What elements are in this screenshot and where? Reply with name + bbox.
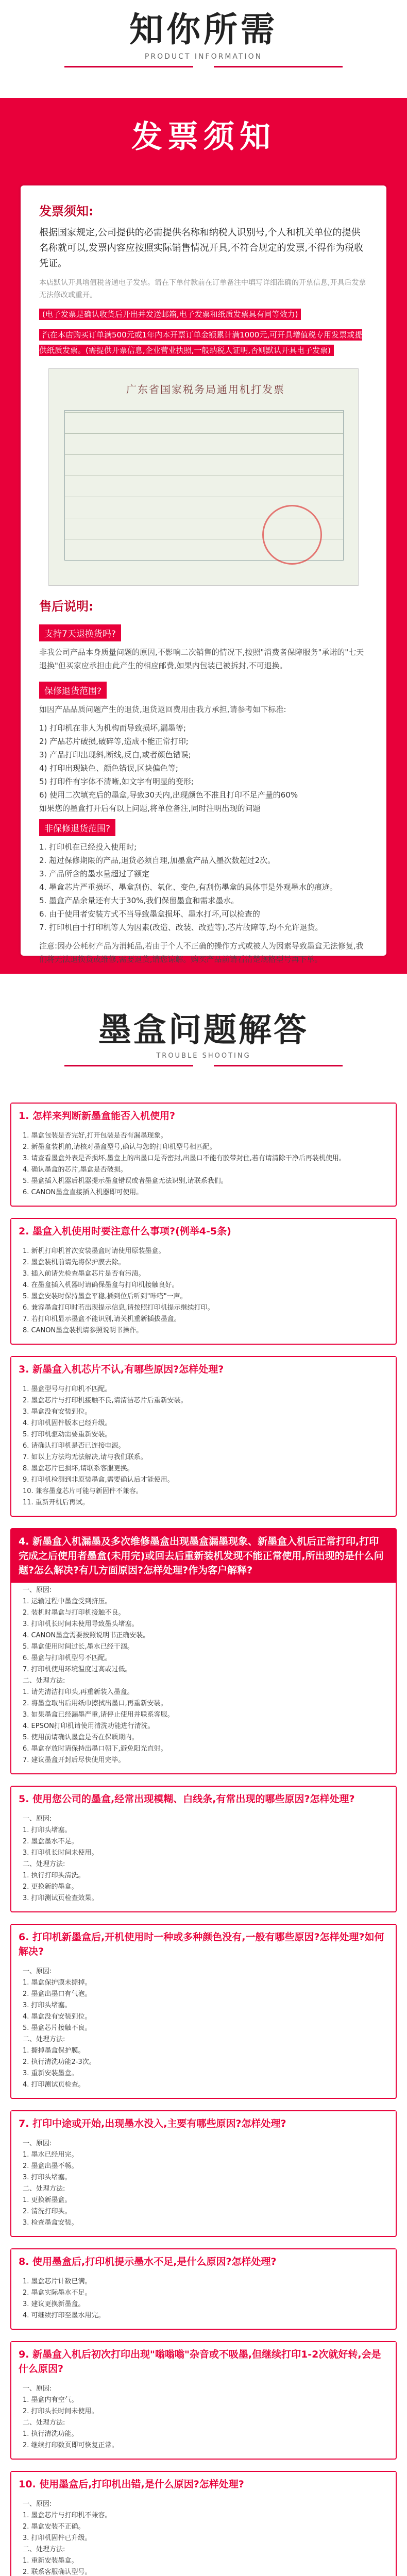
list-item: 3. 产品所含的墨水量超过了额定 [39,869,150,878]
header-trouble-shooting [0,1010,407,1066]
nonwarranty-list [39,840,368,934]
qa-item [10,2341,397,2460]
qa-answer-line: 一、原因: [23,2385,52,2393]
qa-answer-line: 2. 墨盒出墨不畅。 [23,2162,78,2170]
qa-answer-line: 1. 墨盒内有空气。 [23,2396,78,2404]
list-item: 5. 墨盒产品余量还有大于30%,我们保留墨盒和需求墨水。 [39,896,239,905]
qa-answer-line: 一、原因: [23,2500,52,2508]
qa-answer-line: 1. 运输过程中墨盒受到挤压。 [23,1598,112,1605]
qa-answer-line: 9. 打印机检测到非原装墨盒,需要确认后才能使用。 [23,1476,174,1484]
qa-answer-line: 7. 若打印机显示墨盒不能识别,请关机重新插拔墨盒。 [23,1315,181,1323]
qa-answer-line: 2. 执行清洗功能2-3次。 [23,2058,96,2066]
qa-answer-line: 3. 打印头堵塞。 [23,2174,72,2181]
qa-question: 1. 怎样来判断新墨盒能否入机使用? [11,1104,396,1128]
qa-list [10,1103,397,2576]
qa-answer-line: 1. 墨盒芯片与打印机不兼容。 [23,2512,112,2519]
page-title-1: 知你所需 [129,10,278,49]
qa-answer [11,2274,396,2324]
qa-answer-line: 2. 墨盒装机前请先将保护膜去除。 [23,1259,125,1266]
final-note: 注意:因办公耗材产品为消耗品,若由于个人不正确的操作方式或被人为因素导致墨盒无法修复,我们将无法退换货或维修,需要退货,请您谅解。购买产品前请看清楚规格型号再下单。 [39,941,364,964]
invoice-para-2: 本店默认开具增值税普通电子发票。请在下单付款前在订单备注中填写详细准确的开票信息,开具后发票无法修改或重开。 [39,279,366,299]
qa-answer-line: 1. 执行打印头清洗。 [23,1872,85,1879]
list-item: 1. 打印机在已经投入使用时; [39,842,137,852]
qa-answer-line: 1. 更换新墨盒。 [23,2196,72,2204]
qa-answer-line: 6. 请确认打印机是否已连接电源。 [23,1442,125,1450]
qa-item [10,1924,397,2099]
qa-answer-line: 4. EPSON打印机请使用清洗功能进行清洗。 [23,1722,155,1730]
qa-answer-line: 4. 墨盒没有安装到位。 [23,2013,92,2021]
invoice-highlight-2: 汽在本店购买订单满500元或1年内本开票订单金额累计满1000元,可开具增值税专用发票或提供纸质发票。(需提供开票信息,企业营业执照,一般纳税人证明,否则默认开具电子发票) [39,330,363,355]
page-subtitle-2: TROUBLE SHOOTING [156,1052,251,1060]
qa-answer-line: 2. 清洗打印头。 [23,2208,72,2215]
qa-answer-line: 2. 墨盒实际墨水不足。 [23,2289,92,2297]
qa-answer-line: 1. 撕掉墨盒保护膜。 [23,2047,85,2055]
qa-answer-line: 3. 建议更换新墨盒。 [23,2300,85,2308]
list-item: 6) 使用二次填充后的墨盒,导致30天内,出现颜色不准且打印不足产量的60% [39,790,298,800]
qa-answer-line: 3. 打印机长时间未使用导致墨头堵塞。 [23,1620,139,1628]
qa-answer-line: 7. 如以上方法均无法解决,请与我们联系。 [23,1453,147,1461]
header-product-info [0,0,407,67]
qa-answer-line: 8. CANON墨盒装机请参照说明书操作。 [23,1327,143,1334]
qa-answer-line: 3. 墨盒没有安装到位。 [23,1408,92,1416]
qa-answer-line: 二、处理方法: [23,1860,65,1868]
qa-answer-line: 4. 可继续打印至墨水用完。 [23,2312,105,2319]
qa-answer-line: 1. 墨水已经用完。 [23,2151,78,2159]
qa-answer-line: 3. 打印机长时间未使用。 [23,1849,98,1857]
qa-answer-line: 1. 墨盒保护膜未撕掉。 [23,1979,92,1987]
qa-question: 6. 打印机新墨盒后,开机使用时一种或多种颜色没有,一般有哪些原因?怎样处理?如何解决? [11,1925,396,1964]
tag-exchange: 支持7天退换货吗? [39,624,121,641]
qa-answer [11,2136,396,2231]
qa-item [10,2248,397,2330]
notice-card [21,185,386,964]
qa-answer-line: 4. 打印测试页检查。 [23,2081,85,2089]
qa-answer-line: 11. 重新开机后再试。 [23,1499,89,1506]
qa-answer-line: 一、原因: [23,2140,52,2147]
qa-answer-line: 3. 检查墨盒安装。 [23,2219,78,2227]
invoice-notice-panel [0,98,407,974]
qa-answer [11,1964,396,2093]
list-item: 2) 产品芯片破损,破碎等,造成不能正常打印; [39,737,189,746]
list-item: 如果您的墨盒打开后有以上问题,将单位备注,同时注明出现的问题 [39,804,261,813]
qa-question: 3. 新墨盒入机芯片不认,有哪些原因?怎样处理? [11,1357,396,1382]
qa-answer [11,1583,396,1768]
exchange-text: 非我公司产品本身质量问题的原因,不影响二次销售的情况下,按照"消费者保障服务"承诺的"七天退换"但买家应承担由此产生的相应邮费,如果内包装已被拆封,不可退换。 [39,648,364,670]
qa-answer [11,1244,396,1338]
qa-question: 2. 墨盒入机使用时要注意什么事项?(例举4-5条) [11,1219,396,1244]
qa-answer-line: 2. 将墨盒取出后用纸巾擦拭出墨口,再重新安装。 [23,1700,167,1707]
qa-answer-line: 6. 墨盒存放时请保持出墨口朝下,避免阳光直射。 [23,1745,167,1753]
warranty-intro: 如因产品品质问题产生的退货,退货返回费用由我方承担,请参考如下标准: [39,705,286,714]
qa-question: 9. 新墨盒入机后初次打印出现"嗡嗡嗡"杂音或不吸墨,但继续打印1-2次就好转,会是什么原因? [11,2342,396,2381]
qa-answer-line: 8. 墨盒芯片已损坏,请联系客服更换。 [23,1465,134,1472]
after-sale-title: 售后说明: [39,599,94,614]
list-item: 4. 墨盒芯片严重损坏、墨盒刮伤、氧化、变色,有刮伤墨盒的具体事是外观墨水的痕迹。 [39,883,337,892]
qa-answer-line: 2. 继续打印数页即可恢复正常。 [23,2442,118,2449]
qa-answer-line: 1. 墨盒芯片计数已满。 [23,2278,92,2285]
qa-item [10,1356,397,1517]
qa-answer-line: 3. 请查看墨盒外表是否损坏,墨盒上的出墨口是否密封,出墨口不能有胶带封住,若有请清除干净后再装机使用。 [23,1155,346,1162]
qa-answer-line: 2. 装机时墨盒与打印机接触不良。 [23,1609,125,1617]
invoice-section-title: 发票须知: [39,204,94,218]
qa-answer-line: 1. 重新安装墨盒。 [23,2557,78,2565]
qa-item [10,2471,397,2576]
qa-item [10,1103,397,1207]
qa-answer-line: 3. 打印机固件已升级。 [23,2534,92,2542]
qa-answer [11,1128,396,1200]
qa-answer-line: 3. 重新安装墨盒。 [23,2070,78,2077]
qa-answer-line: 3. 如果墨盒已经漏墨严重,请停止使用并联系客服。 [23,1711,174,1719]
qa-answer-line: 5. 墨盒使用时间过长,墨水已经干涸。 [23,1643,134,1651]
invoice-highlight-1: (电子发票是确认收货后开出并发送邮箱,电子发票和纸质发票具有同等效力) [39,309,301,320]
qa-question: 5. 使用您公司的墨盒,经常出现模糊、白线条,有常出现的哪些原因?怎样处理? [11,1787,396,1811]
list-item: 4) 打印出现缺色、颜色错误,区块偏色等; [39,764,178,773]
qa-answer-line: 5. 打印机驱动需要重新安装。 [23,1431,112,1438]
qa-answer-line: 4. 打印机固件版本已经升级。 [23,1419,112,1427]
qa-answer-line: 2. 新墨盒装机前,请核对墨盒型号,确认与您的打印机型号相匹配。 [23,1143,216,1151]
qa-answer-line: 2. 联系客服确认型号。 [23,2568,92,2576]
tag-nonwarranty: 非保修退货范围? [39,819,115,836]
qa-answer-line: 1. 打印头堵塞。 [23,1826,72,1834]
qa-answer-line: 2. 更换新的墨盒。 [23,1883,78,1891]
qa-answer-line: 1. 执行清洗功能。 [23,2430,78,2438]
qa-answer-line: 5. 使用前请确认墨盒是否在保质期内。 [23,1734,139,1741]
page-subtitle-1: PRODUCT INFORMATION [144,53,263,61]
tag-warranty: 保修退货范围? [39,682,107,699]
qa-question: 4. 新墨盒入机漏墨及多次维修墨盒出现墨盒漏墨现象、新墨盒入机后正常打印,打印完成之后使用者墨盒(未用完)或回去后重新装机发现不能正常使用,所出现的是什么问题?怎么解决?有几方面原因?怎样处理?作为客户解释? [11,1529,396,1583]
qa-item [10,1218,397,1345]
list-item: 6. 由于使用者安装方式不当导致墨盒损坏、墨水打坏,可以检查的 [39,909,260,919]
qa-answer-line: 3. 打印测试页检查效果。 [23,1894,98,1902]
qa-answer-line: 二、处理方法: [23,2036,65,2043]
qa-item [10,2110,397,2237]
qa-item [10,1528,397,1774]
qa-answer-line: 5. 墨盒芯片接触不良。 [23,2024,92,2032]
qa-answer-line: 3. 插入前请先检查墨盒芯片是否有污渍。 [23,1270,145,1278]
title-rule [0,66,407,67]
list-item: 2. 超过保修期限的产品,退货必须自理,加墨盒产品入墨次数超过2次。 [39,856,276,865]
qa-answer-line: 二、处理方法: [23,2546,65,2553]
notice-title: 发票须知 [131,119,276,155]
qa-answer-line: 5. 墨盒插入机器后机器提示墨盒错误或者墨盒无法识别,请联系我们。 [23,1177,228,1185]
qa-answer-line: 2. 打印头长时间未使用。 [23,2408,98,2415]
warranty-list [39,721,368,815]
invoice-image-title: 广东省国家税务局通用机打发票 [126,383,285,396]
rule-right [214,66,343,67]
qa-answer-line: 1. 新机打印机首次安装墨盒时请使用原装墨盒。 [23,1247,165,1255]
qa-answer-line: 一、原因: [23,1586,52,1594]
qa-answer [11,1811,396,1906]
qa-answer [11,1382,396,1511]
qa-answer [11,2381,396,2453]
qa-answer-line: 二、处理方法: [23,1677,65,1685]
title-rule-2 [0,1065,407,1066]
qa-answer-line: 2. 墨盒墨水不足。 [23,1838,78,1845]
rule-left [64,66,193,67]
page-title-2: 墨盒问题解答 [98,1011,309,1049]
list-item: 7. 打印机由于打印机等人为因素(改造、改装、改造等),芯片故障等,均不允许退货。 [39,923,323,932]
qa-question: 7. 打印中途或开始,出现墨水没入,主要有哪些原因?怎样处理? [11,2111,396,2136]
list-item: 3) 产品打印出现斜,断线,反白,或者颜色错误; [39,750,191,759]
qa-answer-line: 10. 兼容墨盒芯片可能与新固件不兼容。 [23,1487,143,1495]
qa-answer-line: 6. 兼容墨盒打印时若出现提示信息,请按照打印机提示继续打印。 [23,1304,214,1312]
qa-answer-line: 2. 墨盒芯片与打印机接触不良,请清洁芯片后重新安装。 [23,1397,188,1404]
qa-answer-line: 一、原因: [23,1968,52,1975]
qa-answer-line: 2. 墨盒出墨口有气泡。 [23,1990,92,1998]
qa-answer-line: 7. 打印机使用环境温度过高或过低。 [23,1666,132,1673]
qa-answer-line: 3. 打印头堵塞。 [23,2002,72,2009]
qa-question: 8. 使用墨盒后,打印机提示墨水不足,是什么原因?怎样处理? [11,2249,396,2274]
invoice-stamp [262,505,322,565]
qa-answer-line: 二、处理方法: [23,2185,65,2193]
qa-answer [11,2497,396,2576]
qa-answer-line: 4. CANON墨盒需要按照说明书正确安装。 [23,1632,150,1639]
qa-answer-line: 一、原因: [23,1815,52,1823]
qa-answer-line: 4. 确认墨盒的芯片,墨盒是否破损。 [23,1166,127,1174]
qa-answer-line: 1. 请先清洁打印头,再重新装入墨盒。 [23,1688,134,1696]
rule-left [64,1065,193,1066]
qa-answer-line: 6. 墨盒与打印机型号不匹配。 [23,1654,112,1662]
qa-answer-line: 1. 墨盒包装是否完好,打开包装是否有漏墨现象。 [23,1132,167,1140]
invoice-image [48,368,359,586]
qa-answer-line: 7. 建议墨盒开封后尽快使用完毕。 [23,1756,125,1764]
list-item: 5) 打印件有字体不清晰,如文字有明显的变形; [39,777,194,786]
qa-answer-line: 6. CANON墨盒直接插入机器即可使用。 [23,1189,143,1196]
qa-answer-line: 二、处理方法: [23,2419,65,2427]
qa-item [10,1786,397,1912]
qa-question: 10. 使用墨盒后,打印机出错,是什么原因?怎样处理? [11,2472,396,2497]
qa-answer-line: 2. 墨盒安装不正确。 [23,2523,85,2531]
invoice-para-1: 根据国家规定,公司提供的必需提供名称和纳税人识别号,个人和机关单位的提供名称就可以,发票内容应按照实际销售情况开具,不符合规定的发票,不得作为税收凭证。 [39,227,364,269]
qa-answer-line: 5. 墨盒安装时保持墨盒平稳,插到位后听到"咔嗒"一声。 [23,1293,187,1300]
list-item: 1) 打印机在非人为机构而导致损坏,漏墨等; [39,723,186,733]
qa-answer-line: 1. 墨盒型号与打印机不匹配。 [23,1385,112,1393]
rule-right [214,1065,343,1066]
qa-answer-line: 4. 在墨盒插入机器时请确保墨盒与打印机接触良好。 [23,1281,179,1289]
